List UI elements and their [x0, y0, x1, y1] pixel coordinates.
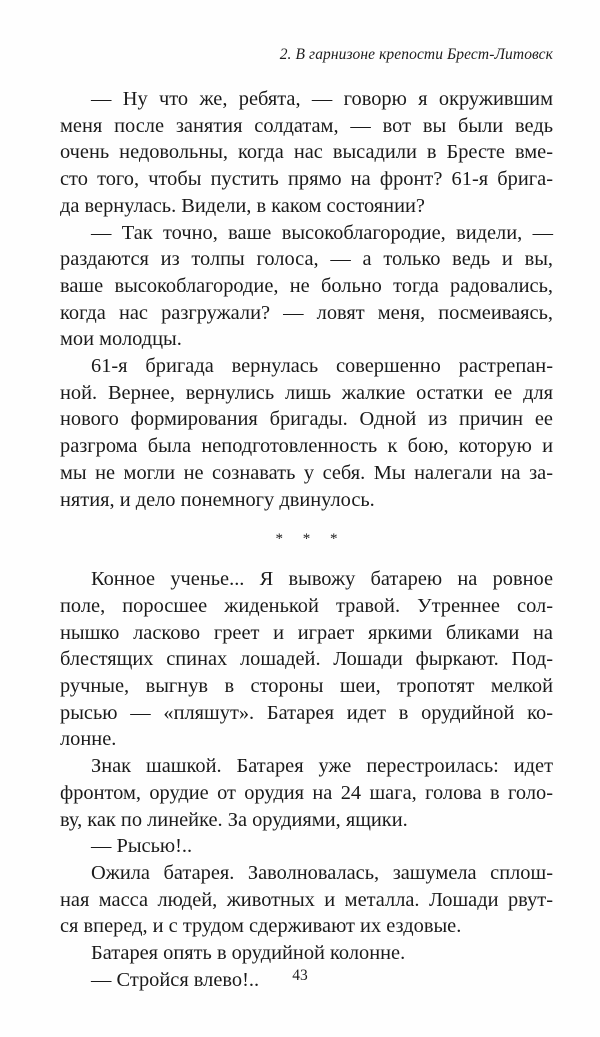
text-line: фронтом, орудие от орудия на 24 шага, голова в голо- — [60, 781, 553, 804]
text-line: нятия, и дело понемногу двинулось. — [60, 488, 375, 511]
text-line: да вернулась. Видели, в каком состоянии? — [60, 194, 425, 217]
text-line: ной. Вернее, вернулись лишь жалкие остатки ее для — [60, 381, 553, 404]
text-line: рысью — «пляшут». Батарея идет в орудийной ко- — [60, 701, 553, 724]
text-line: разгрома была неподготовленность к бою, которую и — [60, 435, 553, 458]
paragraph — [60, 833, 553, 860]
text-line: меня после занятия солдатам, — вот вы были ведь — [60, 114, 553, 137]
paragraph — [60, 566, 553, 753]
text-line: ву, как по линейке. За орудиями, ящики. — [60, 808, 408, 831]
text-line: лонне. — [60, 728, 117, 751]
section-break: * * * — [275, 531, 346, 548]
text-line: — Ну что же, ребята, — говорю я окружившим — [91, 88, 553, 110]
paragraph — [60, 860, 553, 940]
text-line: ся вперед, и с трудом сдерживают их ездовые. — [60, 915, 462, 938]
text-line: раздаются из толпы голоса, — а только ведь и вы, — [60, 248, 553, 271]
paragraph — [60, 220, 553, 354]
text-line: когда нас разгружали? — ловят меня, посмеиваясь, — [60, 301, 553, 324]
text-line: сто того, чтобы пустить прямо на фронт? 61-я брига- — [60, 168, 553, 191]
paragraph — [60, 353, 553, 513]
paragraph — [60, 86, 553, 220]
text-line: поле, поросшее жиденькой травой. Утреннее сол- — [60, 594, 553, 617]
paragraph — [60, 753, 553, 833]
text-line: мы не могли не сознавать у себя. Мы налегали на за- — [60, 461, 553, 484]
running-head: 2. В гарнизоне крепости Брест-Литовск — [279, 46, 553, 63]
text-line: очень недовольны, когда нас высадили в Бресте вме- — [60, 141, 553, 164]
text-line: ручные, выгнув в стороны шеи, тропотят мелкой — [60, 675, 553, 698]
page-number: 43 — [292, 967, 308, 984]
text-line: мои молодцы. — [60, 328, 182, 351]
body-text — [60, 86, 553, 994]
text-line: Ожила батарея. Заволновалась, зашумела сплош- — [91, 861, 553, 884]
text-line: ваше высокоблагородие, не больно тогда радовались, — [60, 274, 553, 297]
text-line: ная масса людей, животных и металла. Лошади рвут- — [60, 888, 553, 911]
text-line: нового формирования бригады. Одной из причин ее — [60, 408, 553, 431]
text-line: — Рысью!.. — [91, 835, 193, 858]
text-line: 61-я бригада вернулась совершенно растрепан- — [91, 355, 553, 378]
text-line: Знак шашкой. Батарея уже перестроилась: идет — [91, 755, 553, 778]
text-line: Конное ученье... Я вывожу батарею на ровное — [91, 568, 553, 591]
text-line: Батарея опять в орудийной колонне. — [91, 942, 406, 965]
text-line: нышко ласково греет и играет яркими бликами на — [60, 621, 553, 644]
text-line: — Так точно, ваше высокоблагородие, видели, — — [91, 221, 553, 244]
text-line: — Стройся влево!.. — [91, 968, 260, 991]
paragraph — [60, 940, 553, 967]
text-line: блестящих спинах лошадей. Лошади фыркают. Под- — [60, 648, 553, 671]
